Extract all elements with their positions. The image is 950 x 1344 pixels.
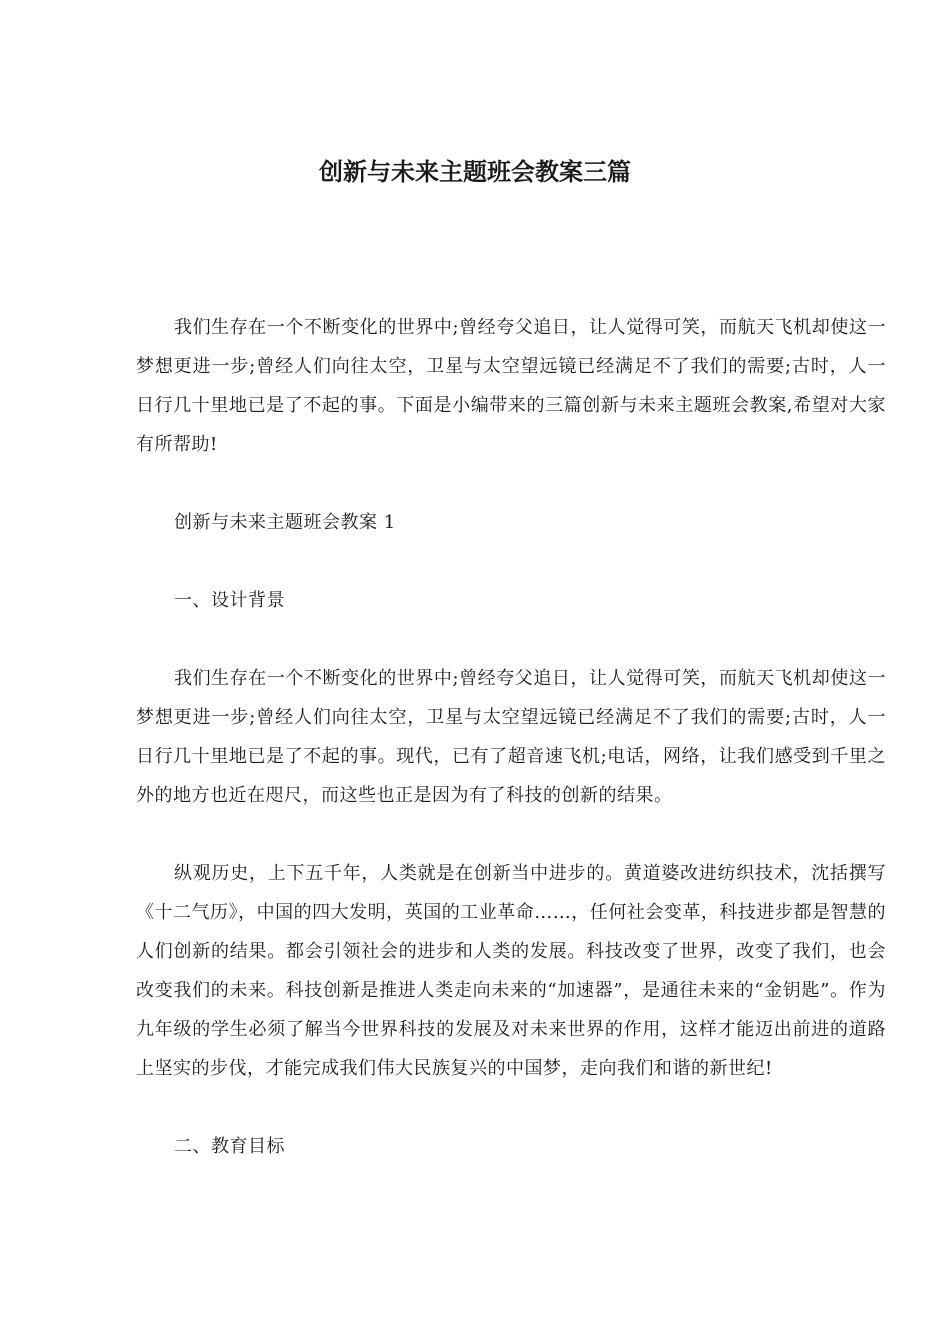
background-paragraph-1: 我们生存在一个不断变化的世界中;曾经夸父追日，让人觉得可笑，而航天飞机却使这一梦想更进一步;曾经人们向往太空，卫星与太空望远镜已经满足不了我们的需要;古时，人一日行几十里地已是了不起的事。现代，已有了超音速飞机;电话，网络，让我们感受到千里之外的地方也近在咫尺，而这些也正是因为有了科技的创新的结果。: [136, 668, 886, 806]
section-title: 创新与未来主题班会教案 1: [174, 512, 396, 533]
heading-education-goals: 二、教育目标: [174, 1136, 285, 1157]
document-title: 创新与未来主题班会教案三篇: [319, 158, 631, 186]
intro-paragraph: 我们生存在一个不断变化的世界中;曾经夸父追日，让人觉得可笑，而航天飞机却使这一梦想更进一步;曾经人们向往太空，卫星与太空望远镜已经满足不了我们的需要;古时，人一日行几十里地已是了不起的事。下面是小编带来的三篇创新与未来主题班会教案,希望对大家有所帮助!: [136, 317, 886, 455]
heading-design-background: 一、设计背景: [174, 590, 285, 611]
background-paragraph-2: 纵观历史，上下五千年，人类就是在创新当中进步的。黄道婆改进纺织技术，沈括撰写《十二气历》，中国的四大发明，英国的工业革命……，任何社会变革，科技进步都是智慧的人们创新的结果。都会引领社会的进步和人类的发展。科技改变了世界，改变了我们，也会改变我们的未来。科技创新是推进人类走向未来的“加速器”，是通往未来的“金钥匙”。作为九年级的学生必须了解当今世界科技的发展及对未来世界的作用，这样才能迈出前进的道路上坚实的步伐，才能完成我们伟大民族复兴的中国梦，走向我们和谐的新世纪!: [136, 863, 886, 1079]
